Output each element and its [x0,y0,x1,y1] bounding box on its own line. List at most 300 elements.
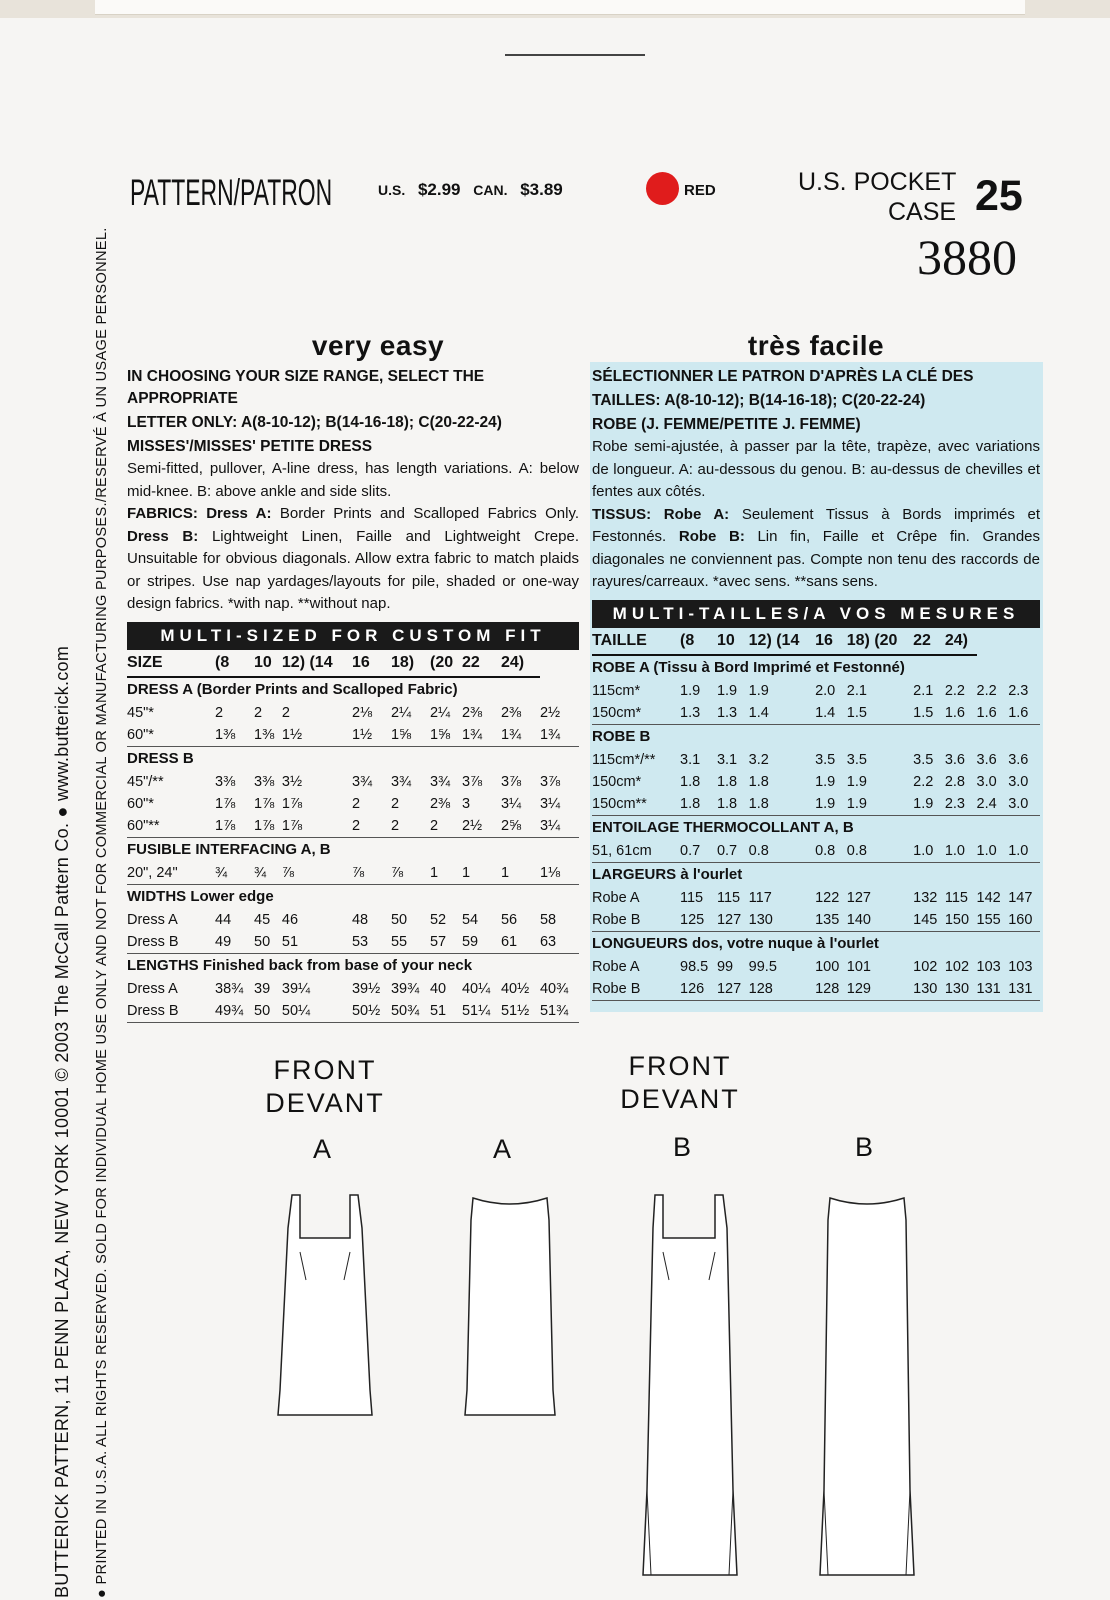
table-cell: 2¼ [429,704,451,721]
table-cell: 128 [815,978,847,1001]
table-cell: 51 [430,1000,462,1023]
table-cell: 3.5 [913,751,934,768]
table-cell: ¾ [215,862,254,885]
table-cell: 57 [430,931,462,954]
table-row [127,978,579,1000]
table-cell: 51½ [501,1000,540,1023]
table-cell: 1.4 [749,702,815,725]
section-title-row [127,884,579,909]
size-header-cell: 10 [717,628,749,655]
view-a-back-letter: A [493,1134,512,1164]
table-cell: 1⅜ [215,724,254,747]
size-header-row [592,628,1040,655]
table-cell: 3.2 [748,751,769,768]
english-intro-line3: MISSES'/MISSES' PETITE DRESS [127,438,373,455]
table-cell: 3¾ [390,773,412,790]
table-row [592,840,1040,863]
table-cell: 102 [913,958,938,975]
pocket-label-line2: CASE [888,198,957,226]
table-cell: 51 [282,931,352,954]
section-title-row [127,746,579,771]
table-cell: 3¼ [540,815,579,838]
table-cell: 102 [944,958,970,975]
pocket-label-line1: U.S. POCKET [798,168,957,196]
table-row [592,956,1040,978]
table-cell: 1.6 [1008,702,1040,725]
english-intro-line1: IN CHOOSING YOUR SIZE RANGE, SELECT THE APPROPRIATE [127,368,485,407]
table-cell: 115 [680,889,704,906]
table-cell: 1.6 [977,702,1009,725]
french-fabrics-b-label: Robe B: [678,528,745,545]
table-cell: 127 [846,889,871,906]
table-cell: 3.5 [846,751,867,768]
table-cell: 59 [462,931,501,954]
table-cell: ¾ [254,862,282,885]
row-label: 60"* [127,795,154,812]
row-label: Robe B [592,909,680,932]
size-header-cell: 22 [913,628,945,655]
table-cell: 100 [815,958,840,975]
table-cell: 140 [847,909,913,932]
table-cell: 155 [977,909,1009,932]
row-label: 51, 61cm [592,840,680,863]
table-cell: 61 [501,931,540,954]
table-cell: 115 [944,889,968,906]
table-cell: 1.5 [913,702,945,725]
table-cell: 53 [352,931,391,954]
table-cell: 1.9 [716,682,738,699]
english-description: Semi-fitted, pullover, A-line dress, has length variations. A: below mid-knee. B: above ankle and side slits. [127,460,579,500]
table-cell: 49 [215,931,254,954]
table-cell: 3⅜ [254,773,275,790]
table-cell: 130 [913,978,945,1001]
table-cell: 1⅛ [540,862,579,885]
can-label: CAN. [473,182,508,198]
english-fabrics-b-label: Dress B: [127,527,199,545]
table-cell: 2.3 [1008,682,1029,699]
size-header-row [127,650,579,677]
table-cell: 1.9 [846,773,867,790]
table-cell: 2.1 [913,682,934,699]
table-cell: 1 [501,862,540,885]
english-fabrics [127,503,579,616]
front-label-fr: DEVANT [265,1088,385,1118]
table-cell: 160 [1008,909,1040,932]
table-cell: 50 [254,1000,282,1023]
table-cell: 2⅜ [500,704,522,721]
english-fabrics-label: FABRICS: Dress A: [127,505,272,522]
table-cell: 1.9 [815,773,836,790]
table-cell: 55 [391,931,430,954]
front-label-en: FRONT [273,1055,377,1085]
english-size-table [127,650,579,1023]
table-cell: 125 [680,909,717,932]
table-cell: 3¾ [429,773,451,790]
row-label: 45"/** [127,773,164,790]
figure-title-b [600,1050,760,1116]
table-cell: 39¾ [390,980,420,997]
table-cell: 147 [1008,889,1033,906]
table-cell: 46 [281,911,299,928]
row-label: 60"** [127,815,215,838]
section-title: FUSIBLE INTERFACING A, B [127,841,331,858]
table-cell: 131 [977,978,1009,1001]
table-cell: 50¼ [282,1000,352,1023]
row-label: Dress B [127,931,215,954]
table-cell: 3.0 [1008,793,1040,816]
table-cell: 2.2 [976,682,997,699]
table-cell: 2 [215,704,224,721]
row-label: Dress A [127,911,178,928]
size-header-cell: 16 [815,628,847,655]
size-header-cell: 12) (14 [749,628,815,655]
table-cell: ⅞ [282,862,352,885]
table-cell: 2⅛ [351,704,373,721]
table-cell: 1.0 [945,840,977,863]
table-cell: 117 [748,889,772,906]
table-cell: 2 [391,815,430,838]
table-cell: 3¼ [500,795,522,812]
table-cell: 130 [749,909,815,932]
section-title-row [592,931,1040,956]
price-line [378,180,571,200]
table-row [592,978,1040,1001]
table-cell: 38¾ [215,980,244,997]
table-cell: 1.8 [717,793,749,816]
table-cell: 1.9 [913,793,945,816]
view-b-front-letter: B [673,1132,692,1162]
row-label: 115cm* [592,682,641,699]
table-cell: 3.5 [815,751,836,768]
table-row [127,815,579,838]
table-cell: 1.9 [748,682,769,699]
table-cell: 1½ [352,724,391,747]
table-cell: 1 [430,862,462,885]
french-fabrics-label: TISSUS: Robe A: [592,505,730,523]
section-title: DRESS A (Border Prints and Scalloped Fabric) [127,681,458,698]
table-cell: 132 [913,889,938,906]
table-cell: 2 [390,795,400,812]
top-edge [0,0,1110,18]
side-legal-text [52,227,110,1598]
table-cell: 0.7 [717,840,749,863]
row-label: Robe B [592,978,680,1001]
table-cell: 2⅝ [501,815,540,838]
table-cell: 0.8 [815,840,847,863]
table-cell: 1.3 [680,702,717,725]
size-header-cell: 24) [501,650,540,677]
section-title-row [127,837,579,862]
table-cell: 51¾ [540,1000,579,1023]
table-cell: 44 [215,911,232,928]
table-row [127,931,579,954]
section-title: ENTOILAGE THERMOCOLLANT A, B [592,819,854,836]
table-cell: 103 [976,958,1001,975]
table-cell: 1⅞ [254,795,275,812]
table-cell: 126 [680,978,717,1001]
table-row [592,749,1040,771]
table-cell: 2.0 [815,682,836,699]
us-price: $2.99 [417,180,461,199]
table-cell: 2.2 [944,682,966,699]
table-row [127,771,579,793]
table-row [592,702,1040,725]
english-table-title: MULTI-SIZED FOR CUSTOM FIT [127,622,579,650]
section-title-row [592,862,1040,887]
row-label: Robe A [592,889,640,906]
table-cell: 3½ [281,773,303,790]
table-cell: ⅞ [391,862,430,885]
table-cell: 2 [281,704,290,721]
section-title-row [592,724,1040,749]
table-cell: 39¼ [281,980,311,997]
size-header-cell: 22 [462,650,501,677]
table-cell: 50 [254,931,282,954]
table-row [127,909,579,931]
table-cell: 1.8 [680,773,701,790]
row-label: Dress B [127,1000,215,1023]
row-label: 60"* [127,724,215,747]
table-cell: 45 [254,911,271,928]
table-cell: 3.0 [1008,773,1029,790]
table-cell: 99.5 [748,958,777,975]
table-cell: 1.9 [680,682,701,699]
table-cell: 2⅜ [429,795,451,812]
table-cell: 58 [539,911,557,928]
table-cell: 1.8 [716,773,738,790]
table-cell: 2⅜ [461,704,483,721]
table-cell: 2½ [462,815,501,838]
table-cell: 128 [749,978,815,1001]
table-cell: 1¾ [501,724,540,747]
size-header-cell: (8 [680,628,717,655]
french-fabrics-a: Seulement Tissus à Bords imprimés et Festonnés. [592,505,1040,545]
table-cell: 1⅞ [282,815,352,838]
table-row [592,680,1040,702]
french-size-table [592,628,1040,1001]
table-row [592,771,1040,793]
table-row [127,724,579,747]
front-label-en: FRONT [628,1051,732,1081]
table-cell: 39½ [351,980,381,997]
table-cell: 3¼ [539,795,561,812]
dress-a-back-illustration [455,1190,565,1420]
size-header-cell: (20 [430,650,462,677]
french-table-title: MULTI-TAILLES/A VOS MESURES [592,600,1040,628]
table-cell: 1.8 [748,773,769,790]
table-cell: 1⅞ [254,815,282,838]
section-title: LONGUEURS dos, votre nuque à l'ourlet [592,935,879,952]
section-title: LENGTHS Finished back from base of your neck [127,957,473,974]
table-cell: 127 [717,978,749,1001]
pocket-number: 25 [975,172,1023,220]
table-cell: 1 [462,862,501,885]
table-cell: 101 [846,958,871,975]
side-text-line2: ● PRINTED IN U.S.A. ALL RIGHTS RESERVED. SOLD FOR INDIVIDUAL HOME USE ONLY AND NOT FOR COMMERCIAL OR MANUFACTURING PURPOSES./RESERVÉ À UN USAGE PERSONNEL. [94,227,110,1598]
table-cell: 1.8 [749,793,815,816]
table-cell: 103 [1008,958,1033,975]
section-title-row [592,655,1040,680]
row-label: 115cm*/** [592,751,656,768]
table-cell: 2 [351,795,361,812]
table-cell: 50½ [352,1000,391,1023]
table-row [592,887,1040,909]
french-fabrics-b: Lin fin, Faille et Crêpe fin. Grandes diagonales ne conviennent pas. Compte non tenu des raccords de rayures/carreaux. *avec sens. **sans sens. [592,528,1041,590]
table-cell: 50¾ [391,1000,430,1023]
dress-b-back-illustration [812,1190,922,1580]
section-title: DRESS B [127,750,194,767]
table-cell: 51¼ [462,1000,501,1023]
table-cell: 1.0 [1008,840,1040,863]
dress-a-front-illustration [270,1190,380,1420]
english-intro-line2: LETTER ONLY: A(8-10-12); B(14-16-18); C(20-22-24) [127,414,502,431]
table-cell: 2¼ [390,704,412,721]
size-header-cell: 24) [945,628,977,655]
table-cell: 56 [500,911,518,928]
table-cell: 3⅞ [539,773,561,790]
table-cell: 40¼ [461,980,491,997]
english-column [127,330,579,1023]
table-row [127,862,579,885]
table-cell: 0.8 [847,840,913,863]
size-header-cell: 10 [254,650,282,677]
table-cell: 40¾ [539,980,569,997]
table-cell: 1.0 [913,840,945,863]
row-label: 150cm* [592,702,680,725]
french-description: Robe semi-ajustée, à passer par la tête, trapèze, avec variations de longueur. A: au-dessous du genou. B: au-dessus de chevilles et fentes aux côtés. [592,438,1040,500]
table-cell: 1¾ [462,724,501,747]
table-cell: 3.1 [716,751,738,768]
table-cell: 127 [717,909,749,932]
pattern-number: 3880 [917,229,1017,285]
table-cell: 1⅞ [215,795,236,812]
english-fabrics-b: Lightweight Linen, Faille and Lightweight Crepe. Unsuitable for obvious diagonals. Allow extra fabric to match plaids or stripes. Use nap yardages/layouts for pile, shaded or one-way design fabrics. *with nap. **without nap. [127,527,580,612]
french-heading: très facile [747,330,885,361]
french-column [592,330,1040,1001]
table-cell: 52 [429,911,447,928]
can-price: $3.89 [520,180,563,199]
french-intro-line3: ROBE (J. FEMME/PETITE J. FEMME) [592,416,861,433]
table-cell: 99 [716,958,734,975]
table-cell: 54 [461,911,479,928]
table-cell: 131 [1008,978,1040,1001]
row-label: Dress A [127,980,178,997]
table-cell: 2½ [539,704,561,721]
table-cell: 3 [461,795,471,812]
french-intro-line1: SÉLECTIONNER LE PATRON D'APRÈS LA CLÉ DES [592,368,974,385]
table-cell: 3.1 [680,751,701,768]
table-cell: 115 [716,889,741,906]
table-row [592,793,1040,816]
table-cell: 3.6 [1008,751,1029,768]
section-title-row [592,815,1040,840]
table-cell: 1⅜ [254,724,282,747]
table-cell: ⅞ [352,862,391,885]
table-cell: 1.5 [847,702,913,725]
section-title: LARGEURS à l'ourlet [592,866,743,883]
size-header-cell: 18) [391,650,430,677]
table-cell: 3¾ [351,773,373,790]
english-fabrics-a: Border Prints and Scalloped Fabrics Only. [279,505,579,522]
pattern-label: PATTERN/PATRON [130,172,333,213]
table-cell: 122 [815,889,840,906]
table-cell: 2.3 [945,793,977,816]
table-cell: 1⅝ [430,724,462,747]
size-header-cell: SIZE [127,650,215,677]
figure-title-a [245,1054,405,1120]
table-cell: 98.5 [680,958,709,975]
table-cell: 1.6 [945,702,977,725]
table-cell: 1.0 [977,840,1009,863]
size-header-cell: TAILLE [592,628,680,655]
table-row [127,1000,579,1023]
table-cell: 150 [945,909,977,932]
table-cell: 2 [430,815,462,838]
table-cell: 48 [351,911,369,928]
table-cell: 2.8 [944,773,966,790]
section-title-row [127,677,579,702]
row-label: Robe A [592,958,640,975]
table-cell: 3⅞ [461,773,483,790]
table-cell: 39 [254,980,271,997]
row-label: 150cm* [592,773,642,790]
us-label: U.S. [378,182,406,198]
french-intro-line2: TAILLES: A(8-10-12); B(14-16-18); C(20-22-24) [592,392,926,409]
color-dot [646,172,679,205]
table-cell: 142 [976,889,1001,906]
size-header-cell: (8 [215,650,254,677]
table-cell: 1⅞ [215,815,254,838]
table-cell: 3⅞ [500,773,522,790]
view-a-front-letter: A [313,1134,332,1164]
table-cell: 2 [254,704,263,721]
table-cell: 49¾ [215,1000,254,1023]
dress-b-front-illustration [635,1190,745,1580]
table-cell: 1¾ [540,724,579,747]
table-cell: 40 [429,980,447,997]
table-cell: 2.1 [846,682,867,699]
row-label: 45"* [127,704,154,721]
table-cell: 1⅝ [391,724,430,747]
table-cell: 0.8 [749,840,815,863]
table-cell: 1⅞ [281,795,303,812]
french-fabrics [592,504,1040,594]
front-label-fr: DEVANT [620,1084,740,1114]
table-cell: 0.7 [680,840,717,863]
table-cell: 2.4 [977,793,1009,816]
table-row [592,909,1040,932]
size-header-cell: 12) (14 [282,650,352,677]
table-cell: 1.9 [815,793,847,816]
table-row [127,793,579,815]
size-header-cell: 18) (20 [847,628,913,655]
view-b-back-letter: B [855,1132,874,1162]
section-title: ROBE A (Tissu à Bord Imprimé et Festonné) [592,659,905,676]
table-cell: 1.9 [847,793,913,816]
table-cell: 3⅜ [215,773,236,790]
section-title-row [127,953,579,978]
table-cell: 1.3 [717,702,749,725]
table-cell: 3.6 [976,751,997,768]
size-header-cell: 16 [352,650,391,677]
row-label: 150cm** [592,793,680,816]
table-cell: 135 [815,909,847,932]
section-title: ROBE B [592,728,651,745]
table-cell: 129 [847,978,913,1001]
table-cell: 1.8 [680,793,717,816]
table-cell: 130 [945,978,977,1001]
table-cell: 63 [540,931,579,954]
